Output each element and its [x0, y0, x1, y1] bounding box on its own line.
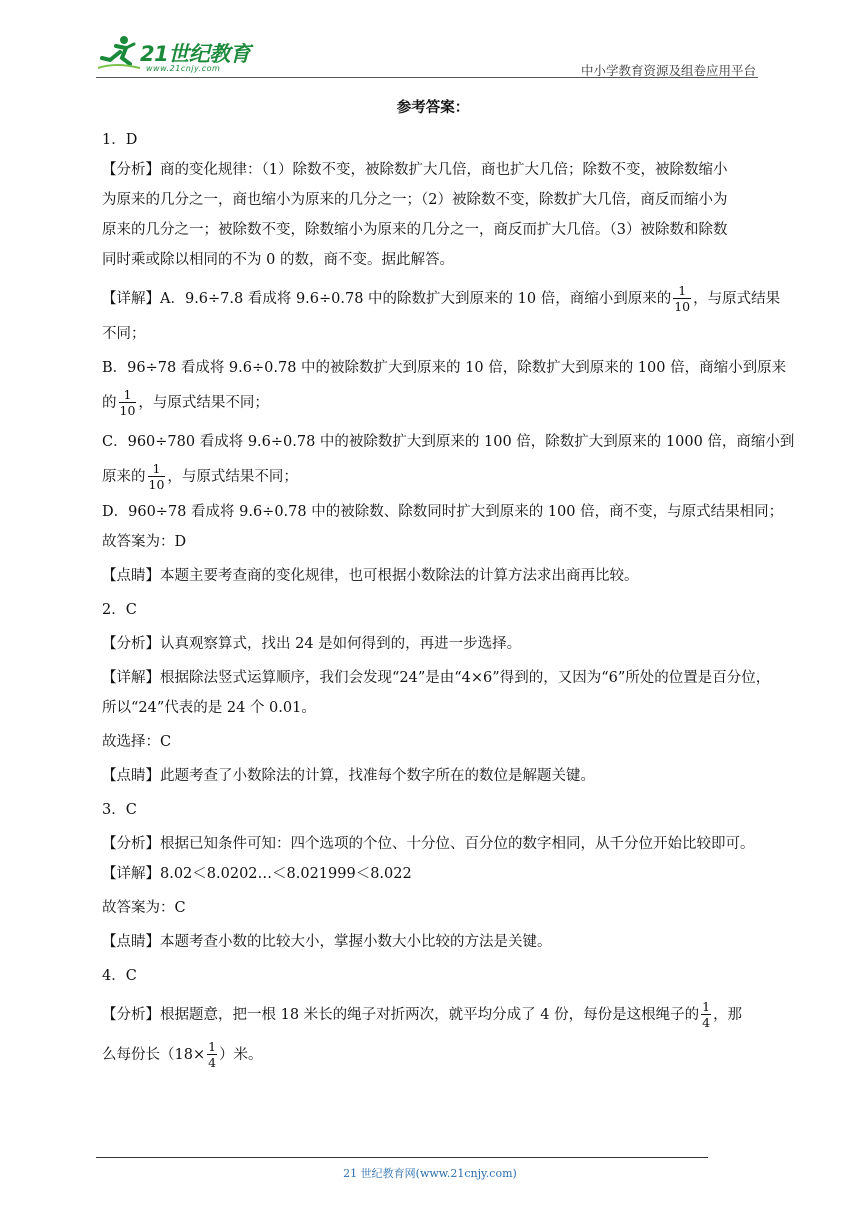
fraction: $\frac{1}{10}$ — [119, 386, 136, 418]
q1-detail-c: C．960÷780 看成将 9.6÷0.78 中的被除数扩大到原来的 100 倍，除数扩大到原来的 1000 倍，商缩小到 — [102, 434, 795, 450]
q3-comment: 【点睛】本题考查小数的比较大小，掌握小数大小比较的方法是关键。 — [102, 934, 552, 950]
q1-detail-b-cont: 的 $\frac{1}{10}$ ，与原式结果不同； — [102, 386, 269, 418]
site-logo — [96, 34, 142, 74]
q2-detail: 【详解】根据除法竖式运算顺序，我们会发现“24”是由“4×6”得到的，又因为“6”所处的位置是百分位， — [102, 670, 771, 686]
page-header — [96, 26, 756, 78]
answer-content — [102, 96, 795, 1075]
header-divider — [96, 77, 758, 78]
q1-analysis-line: 【分析】商的变化规律：（1）除数不变，被除数扩大几倍，商也扩大几倍；除数不变，被除数缩小 — [102, 162, 728, 178]
q1-detail-a: 【详解】A．9.6÷7.8 看成将 9.6÷0.78 中的除数扩大到原来的 10 倍，商缩小到原来的 $\frac{1}{10}$ ，与原式结果 — [102, 282, 781, 314]
q1-analysis-line: 原来的几分之一；被除数不变，除数缩小为原来的几分之一，商反而扩大几倍。（3）被除数和除数 — [102, 222, 728, 238]
q3-conclusion: 故答案为：C — [102, 900, 186, 916]
q1-analysis-line: 同时乘或除以相同的不为 0 的数，商不变。据此解答。 — [102, 252, 454, 268]
fraction: $\frac{1}{10}$ — [674, 282, 691, 314]
fraction: $\frac{1}{10}$ — [148, 460, 165, 492]
q1-analysis-line: 为原来的几分之一，商也缩小为原来的几分之一；（2）被除数不变，除数扩大几倍，商反而缩小为 — [102, 192, 728, 208]
q3-answer: 3．C — [102, 802, 137, 818]
q3-detail: 【详解】8.02＜8.0202…＜8.021999＜8.022 — [102, 866, 412, 882]
q1-answer: 1．D — [102, 132, 138, 148]
q3-analysis: 【分析】根据已知条件可知：四个选项的个位、十分位、百分位的数字相同，从千分位开始比较即可。 — [102, 836, 755, 852]
fraction: $\frac{1}{4}$ — [208, 1038, 217, 1070]
q2-detail-cont: 所以“24”代表的是 24 个 0.01。 — [102, 700, 316, 716]
runner-logo-icon — [96, 34, 142, 74]
q1-detail-a-cont: 不同； — [102, 326, 146, 342]
fraction: $\frac{1}{4}$ — [702, 998, 711, 1030]
page-footer: 21 世纪教育网(www.21cnjy.com) — [343, 1167, 517, 1180]
q4-answer: 4．C — [102, 968, 137, 984]
q2-conclusion: 故选择：C — [102, 734, 172, 750]
logo-url: www.21cnjy.com — [146, 64, 221, 73]
platform-name: 中小学教育资源及组卷应用平台 — [580, 63, 756, 78]
q2-analysis: 【分析】认真观察算式，找出 24 是如何得到的，再进一步选择。 — [102, 636, 522, 652]
q2-comment: 【点睛】此题考查了小数除法的计算，找准每个数字所在的数位是解题关键。 — [102, 768, 595, 784]
logo-text: 21世纪教育 — [140, 42, 251, 66]
q1-conclusion: 故答案为：D — [102, 534, 187, 550]
q1-detail-d: D．960÷78 看成将 9.6÷0.78 中的被除数、除数同时扩大到原来的 100 倍，商不变，与原式结果相同； — [102, 504, 784, 520]
q4-analysis-cont: 么每份长（18× $\frac{1}{4}$ ）米。 — [102, 1038, 263, 1070]
footer-divider — [96, 1157, 708, 1158]
q1-detail-b: B．96÷78 看成将 9.6÷0.78 中的被除数扩大到原来的 10 倍，除数扩大到原来的 100 倍，商缩小到原来 — [102, 360, 787, 376]
page-title: 参考答案： — [396, 100, 470, 116]
q4-analysis: 【分析】根据题意，把一根 18 米长的绳子对折两次，就平均分成了 4 份，每份是这根绳子的 $\frac{1}{4}$ ，那 — [102, 998, 743, 1030]
q2-answer: 2．C — [102, 602, 137, 618]
q1-detail-c-cont: 原来的 $\frac{1}{10}$ ，与原式结果不同； — [102, 460, 298, 492]
q1-comment: 【点睛】本题主要考查商的变化规律，也可根据小数除法的计算方法求出商再比较。 — [102, 568, 639, 584]
